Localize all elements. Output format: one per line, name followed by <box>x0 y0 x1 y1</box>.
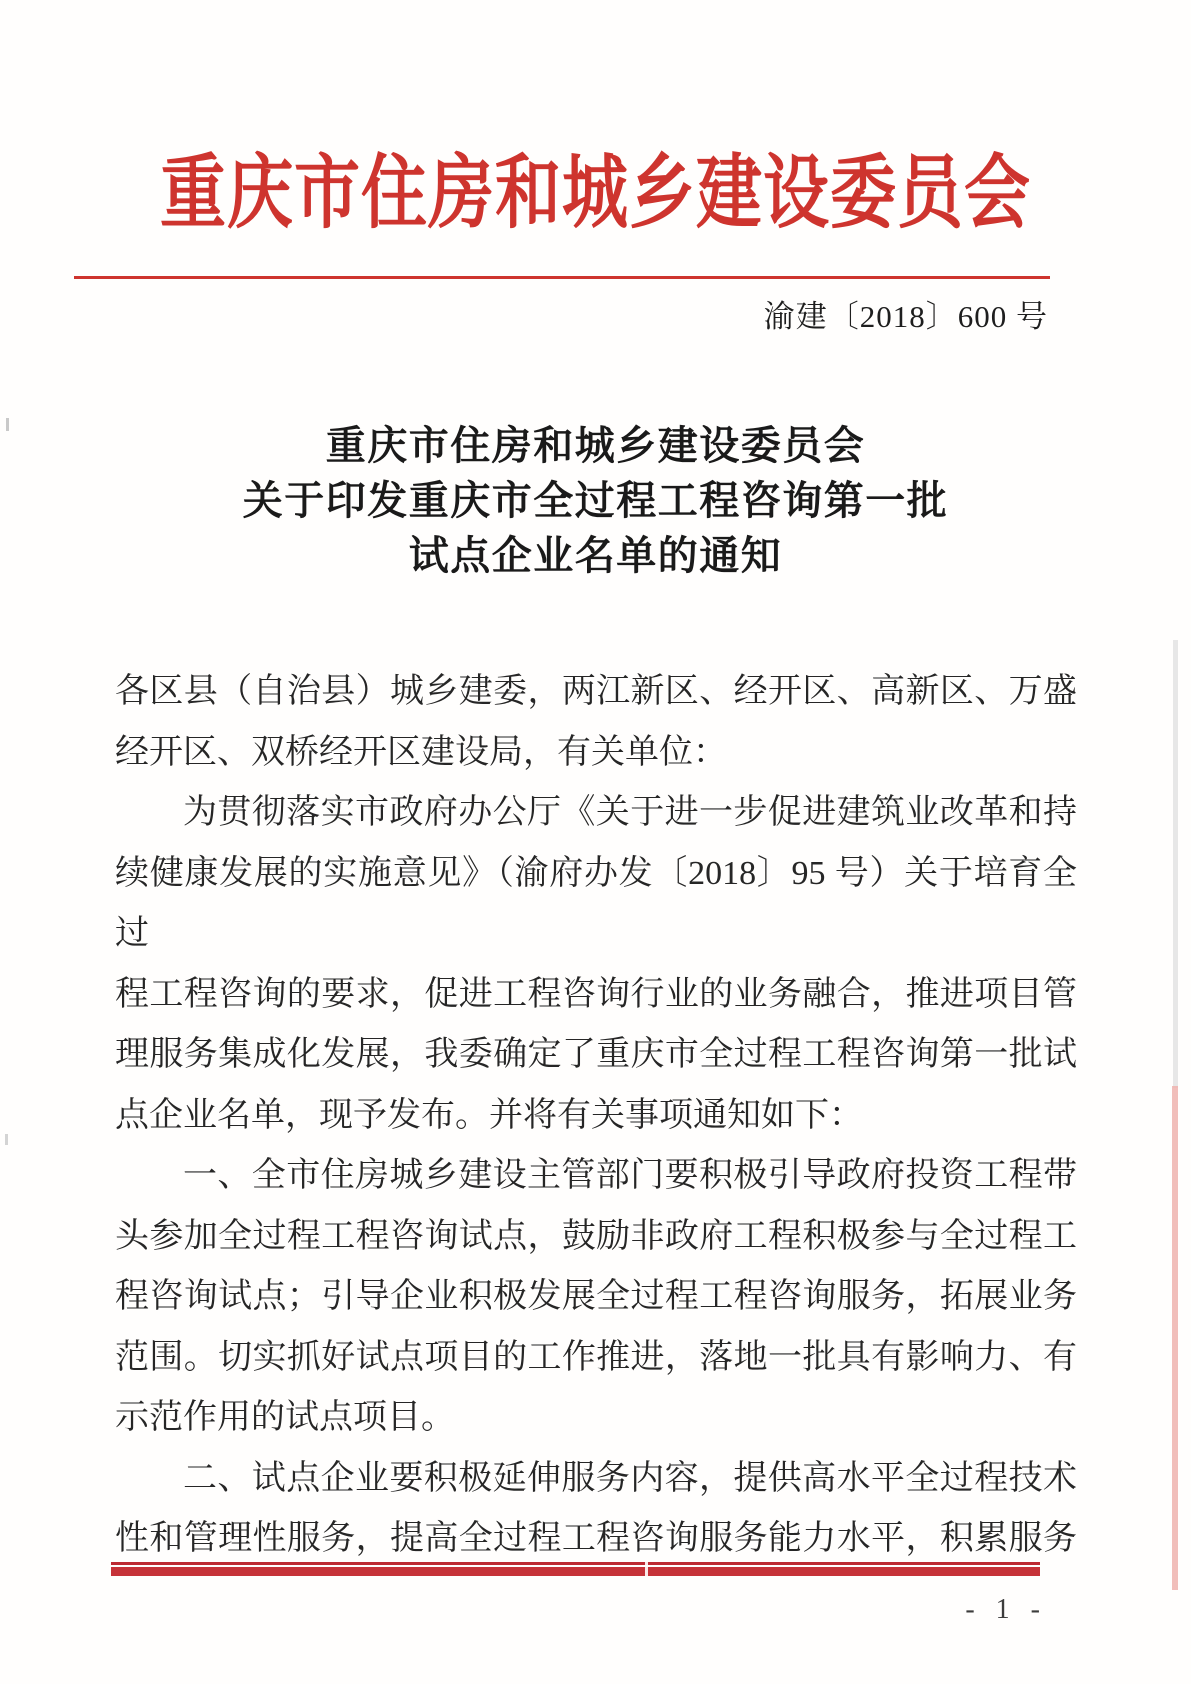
body-line: 理服务集成化发展，我委确定了重庆市全过程工程咨询第一批试 <box>115 1036 1077 1073</box>
scan-speck <box>5 1134 8 1145</box>
document-number: 渝建〔2018〕600 号 <box>763 299 1048 334</box>
letterhead-divider-line <box>74 276 1050 279</box>
document-title-line-2: 关于印发重庆市全过程工程咨询第一批 <box>242 478 949 523</box>
body-line: 性和管理性服务，提高全过程工程咨询服务能力水平，积累服务 <box>115 1520 1077 1557</box>
scan-edge-artifact-gray <box>1173 640 1178 1088</box>
document-body <box>115 662 1077 1570</box>
document-title-line-3: 试点企业名单的通知 <box>408 533 783 578</box>
footer-divider-thick-line <box>111 1567 1040 1576</box>
body-line: 点企业名单，现予发布。并将有关事项通知如下： <box>115 1096 863 1134</box>
footer-divider-band <box>111 1562 1040 1576</box>
body-line: 各区县（自治县）城乡建委，两江新区、经开区、高新区、万盛 <box>115 673 1077 710</box>
document-title <box>0 418 1191 583</box>
body-line: 示范作用的试点项目。 <box>115 1399 455 1436</box>
body-line: 一、全市住房城乡建设主管部门要积极引导政府投资工程带 <box>183 1157 1077 1194</box>
letterhead-agency-name-text: 重庆市住房和城乡建设委员会 <box>160 149 1031 239</box>
body-line: 程工程咨询的要求，促进工程咨询行业的业务融合，推进项目管 <box>115 975 1077 1013</box>
document-title-line-1: 重庆市住房和城乡建设委员会 <box>325 423 866 468</box>
body-line: 续健康发展的实施意见》（渝府办发〔2018〕95 号）关于培育全过 <box>115 854 1077 952</box>
scan-edge-artifact-pink <box>1172 1086 1178 1590</box>
body-line: 范围。切实抓好试点项目的工作推进，落地一批具有影响力、有 <box>115 1338 1077 1376</box>
body-line: 二、试点企业要积极延伸服务内容，提供高水平全过程技术 <box>183 1459 1077 1497</box>
body-line: 头参加全过程工程咨询试点，鼓励非政府工程积极参与全过程工 <box>115 1217 1077 1255</box>
body-line: 经开区、双桥经开区建设局，有关单位： <box>115 733 727 771</box>
body-line: 程咨询试点；引导企业积极发展全过程工程咨询服务，拓展业务 <box>115 1278 1077 1315</box>
scan-speck <box>6 418 9 431</box>
footer-divider-scan-notch <box>645 1562 648 1576</box>
letterhead-agency-name <box>0 138 1191 239</box>
page-number: - 1 - <box>965 1594 1043 1625</box>
body-line: 为贯彻落实市政府办公厅《关于进一步促进建筑业改革和持 <box>183 794 1077 831</box>
